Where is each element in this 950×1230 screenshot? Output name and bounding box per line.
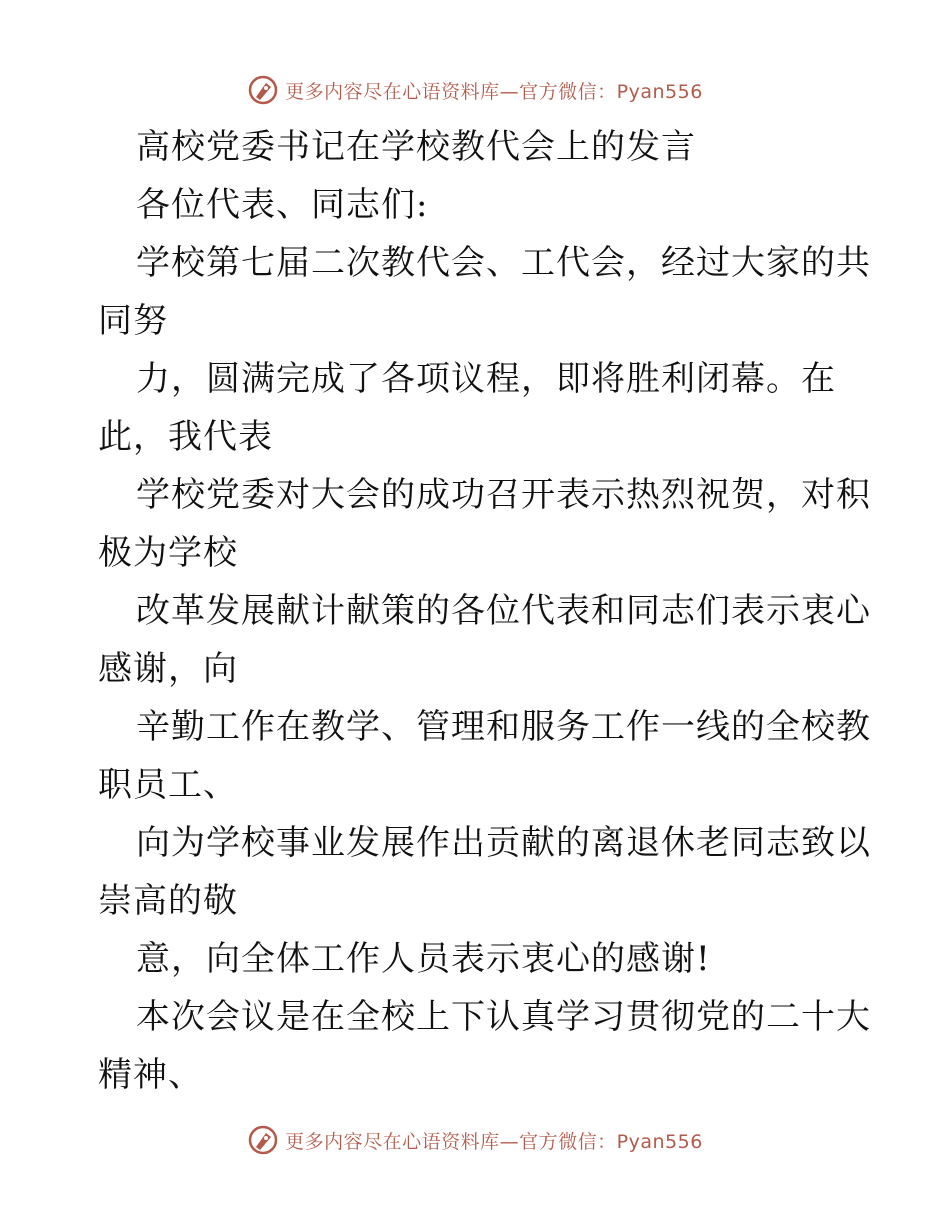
text-line: 各位代表、同志们: — [136, 185, 429, 225]
text-line: 同努 — [98, 301, 168, 341]
text-line: 本次会议是在全校上下认真学习贯彻党的二十大 — [136, 997, 871, 1037]
text-line: 力，圆满完成了各项议程，即将胜利闭幕。在 — [136, 359, 836, 399]
text-line: 改革发展献计献策的各位代表和同志们表示衷心 — [136, 591, 871, 631]
text-line: 向为学校事业发展作出贡献的离退休老同志致以 — [136, 823, 871, 863]
watermark-text: 更多内容尽在心语资料库—官方微信：Pyan556 — [285, 1130, 703, 1153]
text-line: 精神、 — [98, 1055, 203, 1095]
text-line: 高校党委书记在学校教代会上的发言 — [136, 127, 696, 167]
pen-nib-logo-icon — [247, 74, 279, 106]
text-line: 极为学校 — [98, 533, 238, 573]
text-line: 此，我代表 — [98, 417, 273, 457]
header-watermark — [0, 70, 950, 110]
document-body — [98, 118, 871, 1104]
footer-watermark — [0, 1120, 950, 1160]
watermark-text: 更多内容尽在心语资料库—官方微信：Pyan556 — [285, 80, 703, 103]
text-line: 感谢，向 — [98, 649, 238, 689]
text-line: 学校第七届二次教代会、工代会，经过大家的共 — [136, 243, 871, 283]
text-line: 意，向全体工作人员表示衷心的感谢! — [136, 939, 711, 979]
text-line: 崇高的敬 — [98, 881, 238, 921]
text-line: 辛勤工作在教学、管理和服务工作一线的全校教 — [136, 707, 871, 747]
text-line: 学校党委对大会的成功召开表示热烈祝贺，对积 — [136, 475, 871, 515]
text-line: 职员工、 — [98, 765, 238, 805]
pen-nib-logo-icon — [247, 1124, 279, 1156]
